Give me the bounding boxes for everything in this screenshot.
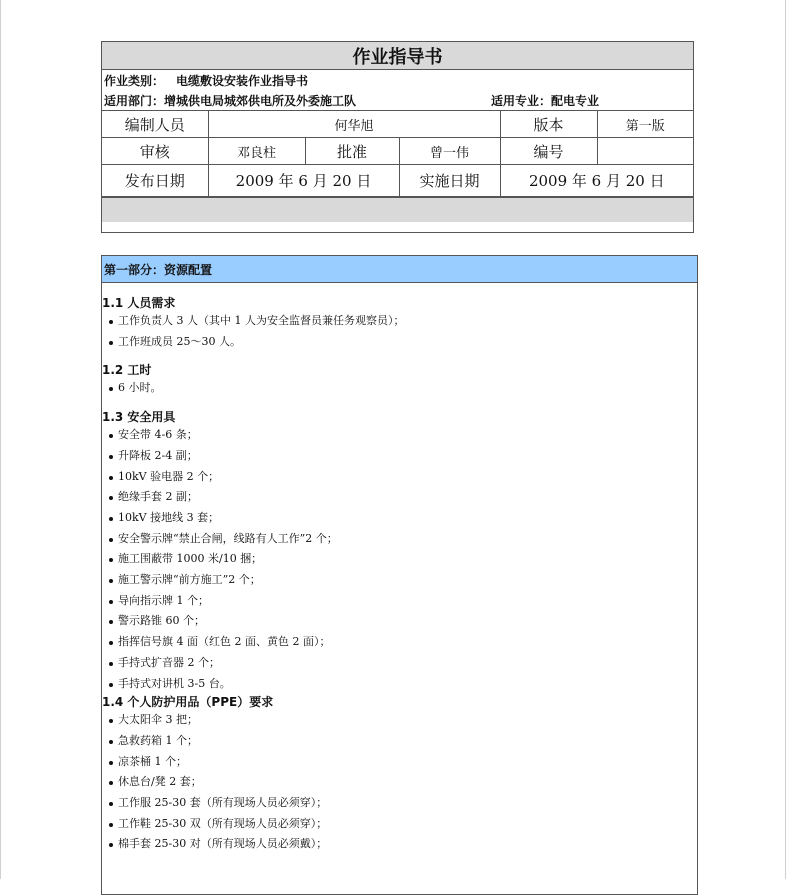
effective-label: 实施日期 xyxy=(399,165,500,197)
page-edge-right xyxy=(785,0,786,879)
list-item: 工作服 25-30 套（所有现场人员必须穿）； xyxy=(102,793,697,814)
category-row xyxy=(102,70,693,90)
subsection-1-3-title: 1.3 安全用具 xyxy=(102,410,176,425)
section-title: 第一部分：资源配置 xyxy=(102,256,697,283)
approve-label: 批准 xyxy=(305,138,399,165)
list-item: 工作负责人 3 人（其中 1 人为安全监督员兼任务观察员）； xyxy=(102,311,697,332)
list-item: 施工围蔽带 1000 米/10 捆； xyxy=(102,549,697,570)
specialty xyxy=(491,92,599,109)
publish-value: 2009 年 6 月 20 日 xyxy=(208,165,399,197)
header-footer-bar xyxy=(102,197,693,222)
list-1-3 xyxy=(102,425,697,694)
list-item: 警示路锥 60 个； xyxy=(102,611,697,632)
review-label: 审核 xyxy=(102,138,208,165)
list-item: 大太阳伞 3 把； xyxy=(102,710,697,731)
section-resources xyxy=(101,255,698,895)
list-item: 绝缘手套 2 副； xyxy=(102,487,697,508)
list-1-1 xyxy=(102,311,697,352)
list-item: 6 小时。 xyxy=(102,378,697,399)
list-item: 10kV 接地线 3 套； xyxy=(102,508,697,529)
dept-label: 适用部门： xyxy=(104,93,165,108)
list-item: 导向指示牌 1 个； xyxy=(102,591,697,612)
list-item: 安全带 4-6 条； xyxy=(102,425,697,446)
approve-value: 曾一伟 xyxy=(399,138,500,165)
effective-value: 2009 年 6 月 20 日 xyxy=(500,165,693,197)
department-row xyxy=(102,90,693,111)
subsection-1-4-title: 1.4 个人防护用品（PPE）要求 xyxy=(102,695,274,710)
compiler-label: 编制人员 xyxy=(102,111,208,138)
subsection-1-1-title: 1.1 人员需求 xyxy=(102,296,176,310)
version-label: 版本 xyxy=(500,111,597,138)
publish-label: 发布日期 xyxy=(102,165,208,197)
review-value: 邓良柱 xyxy=(208,138,305,165)
category-value: 电缆敷设安装作业指导书 xyxy=(176,73,309,88)
list-item: 凉茶桶 1 个； xyxy=(102,752,697,773)
list-item: 指挥信号旗 4 面（红色 2 面、黄色 2 面）； xyxy=(102,632,697,653)
list-item: 手持式对讲机 3-5 台。 xyxy=(102,674,697,695)
number-label: 编号 xyxy=(500,138,597,165)
compiler-value: 何华旭 xyxy=(208,111,500,138)
list-item: 急救药箱 1 个； xyxy=(102,731,697,752)
list-item: 手持式扩音器 2 个； xyxy=(102,653,697,674)
list-item: 10kV 验电器 2 个； xyxy=(102,467,697,488)
list-1-2 xyxy=(102,378,697,399)
dept-value: 增城供电局城郊供电所及外委施工队 xyxy=(164,93,357,108)
list-item: 休息台/凳 2 套； xyxy=(102,772,697,793)
page-edge-left xyxy=(0,0,1,879)
list-item: 棉手套 25-30 对（所有现场人员必须戴）； xyxy=(102,834,697,855)
subsection-1-2-title: 1.2 工时 xyxy=(102,363,152,378)
list-item: 施工警示牌“前方施工”2 个； xyxy=(102,570,697,591)
number-value xyxy=(597,138,693,165)
document-title: 作业指导书 xyxy=(102,42,693,70)
list-item: 工作鞋 25-30 双（所有现场人员必须穿）； xyxy=(102,814,697,835)
specialty-label: 适用专业： xyxy=(491,93,552,108)
meta-table xyxy=(102,111,693,197)
version-value: 第一版 xyxy=(597,111,693,138)
specialty-value: 配电专业 xyxy=(551,93,600,108)
list-1-4 xyxy=(102,710,697,855)
document-header xyxy=(101,41,694,233)
list-item: 工作班成员 25～30 人。 xyxy=(102,332,697,353)
list-item: 安全警示牌“禁止合闸，线路有人工作”2 个； xyxy=(102,529,697,550)
category-label: 作业类别： xyxy=(104,73,165,88)
list-item: 升降板 2-4 副； xyxy=(102,446,697,467)
